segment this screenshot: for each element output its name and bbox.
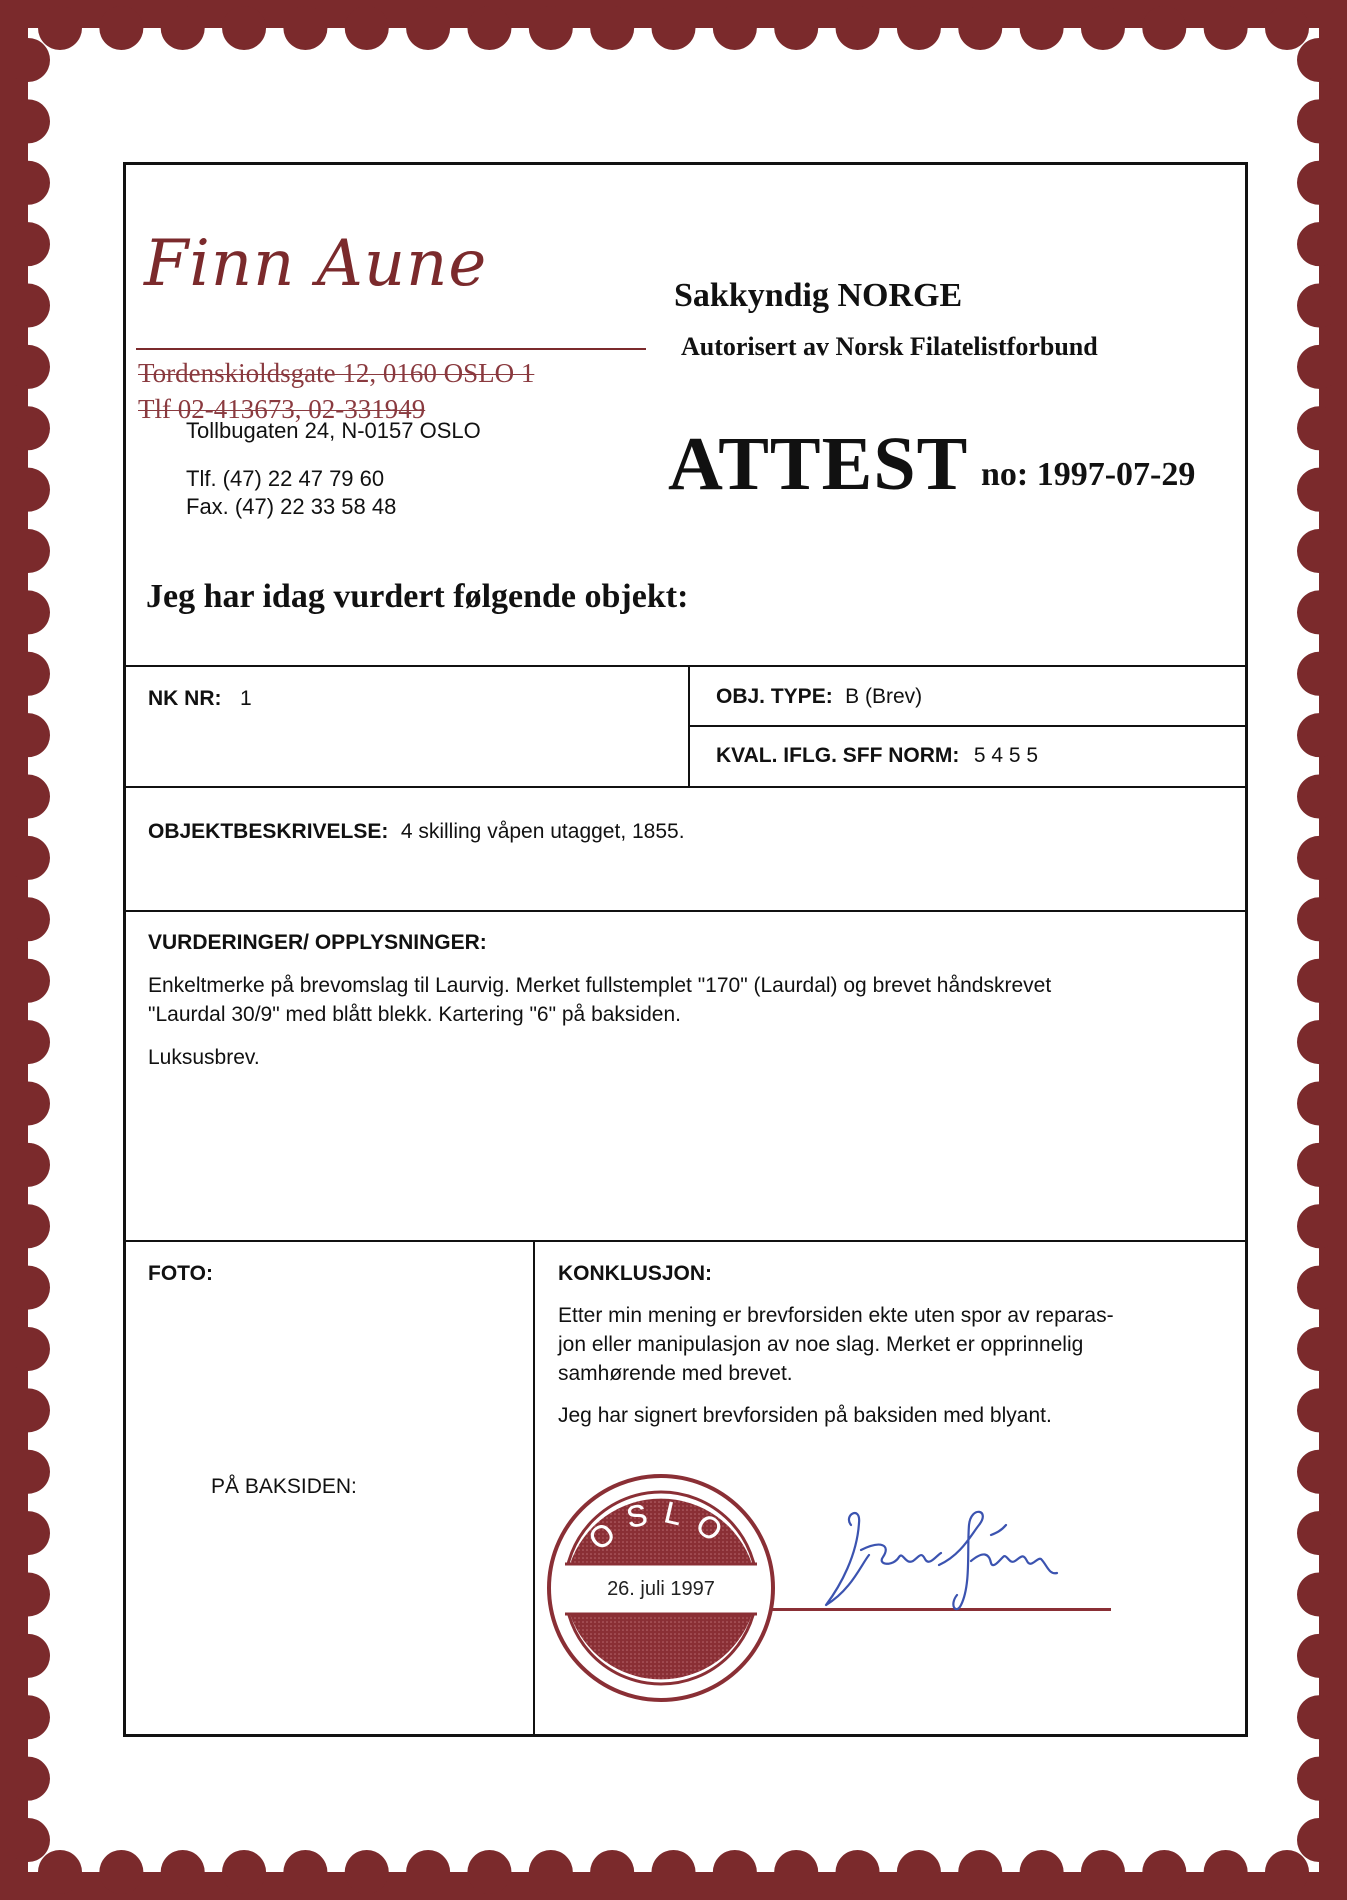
postmark-stamp	[541, 1468, 781, 1708]
description-field	[148, 820, 685, 844]
conclusion-heading: KONKLUSJON:	[558, 1262, 713, 1285]
phone-line: Tlf. (47) 22 47 79 60	[186, 466, 385, 491]
conclusion-line: jon eller manipulasjon av noe slag. Merket er opprinnelig	[558, 1333, 1084, 1356]
certificate-sheet	[123, 162, 1248, 1737]
photo-heading: FOTO:	[148, 1262, 213, 1285]
description-label: OBJEKTBESKRIVELSE:	[148, 820, 389, 843]
description-value: 4 skilling våpen utagget, 1855.	[400, 820, 685, 843]
assessment-line: Enkeltmerke på brevomslag til Laurvig. Merket fullstemplet "170" (Laurdal) og brevet håndskrevet	[148, 974, 1052, 997]
divider	[126, 910, 1245, 912]
nk-nr-label: NK NR:	[148, 687, 222, 710]
obj-type-label: OBJ. TYPE:	[716, 685, 833, 708]
stamp-date: 26. juli 1997	[607, 1578, 715, 1600]
fax-line: Fax. (47) 22 33 58 48	[186, 494, 397, 519]
assessment-note: Luksusbrev.	[148, 1046, 260, 1069]
brand-underline	[136, 348, 646, 350]
handwritten-signature	[821, 1495, 1091, 1625]
assessment-line: "Laurdal 30/9" med blått blekk. Kartering "6" på baksiden.	[148, 1003, 681, 1026]
divider	[126, 1240, 1245, 1242]
conclusion-line: samhørende med brevet.	[558, 1362, 793, 1385]
assessment-heading: VURDERINGER/ OPPLYSNINGER:	[148, 931, 487, 954]
old-address-line: Tordenskioldsgate 12, 0160 OSLO 1	[138, 358, 535, 388]
quality-label: KVAL. IFLG. SFF NORM:	[716, 744, 960, 767]
obj-type-field	[716, 685, 922, 709]
obj-type-value: B (Brev)	[845, 685, 923, 708]
photo-note: PÅ BAKSIDEN:	[211, 1475, 357, 1498]
intro-statement: Jeg har idag vurdert følgende objekt:	[146, 578, 689, 615]
address-line: Tollbugaten 24, N-0157 OSLO	[186, 418, 481, 443]
divider	[688, 725, 1245, 727]
quality-value: 5 4 5 5	[973, 744, 1039, 767]
divider	[533, 1240, 535, 1734]
divider	[126, 786, 1245, 788]
nk-nr-value: 1	[239, 687, 252, 710]
stamp-city: OSLO	[582, 1495, 740, 1557]
nk-nr-field	[148, 687, 252, 711]
document-type: ATTEST	[668, 422, 969, 506]
divider	[126, 665, 1245, 667]
conclusion-line: Etter min mening er brevforsiden ekte uten spor av reparas-	[558, 1304, 1114, 1327]
brand-name: Finn Aune	[144, 227, 488, 301]
header-subtitle: Autorisert av Norsk Filatelistforbund	[681, 332, 1098, 361]
quality-field	[716, 744, 1038, 768]
conclusion-line: Jeg har signert brevforsiden på baksiden med blyant.	[558, 1404, 1052, 1427]
header-title: Sakkyndig NORGE	[674, 277, 963, 314]
old-phone-line: Tlf 02-413673, 02-331949	[138, 394, 426, 424]
certificate-number: no: 1997-07-29	[981, 456, 1196, 493]
